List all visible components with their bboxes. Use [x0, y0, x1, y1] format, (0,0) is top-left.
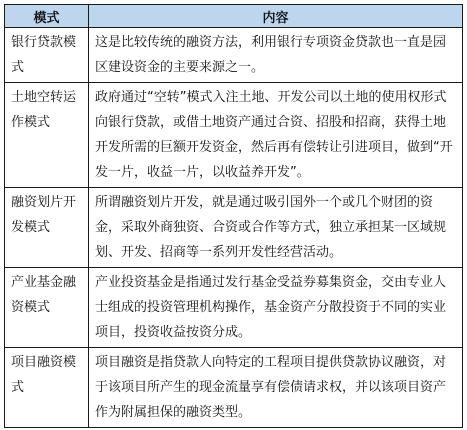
mode-cell: 银行贷款模式	[5, 28, 89, 83]
content-cell: 产业投资基金是指通过发行基金受益券募集资金，交由专业人士组成的投资管理机构操作，基金资产分散投资于不同的实业项目，投资收益按资分成。	[89, 268, 463, 348]
financing-mode-table	[4, 4, 463, 428]
table-header-row	[5, 5, 463, 28]
financing-mode-table-container	[4, 4, 462, 428]
content-cell: 所谓融资划片开发，就是通过吸引国外一个或几个财团的资金，采取外商独资、合资或合作等方式，独立承担某一区域规划、开发、招商等一系列开发性经营活动。	[89, 188, 463, 268]
mode-cell: 产业基金融资模式	[5, 268, 89, 348]
table-row	[5, 268, 463, 348]
header-content: 内容	[89, 5, 463, 28]
mode-cell: 土地空转运作模式	[5, 83, 89, 188]
content-cell: 政府通过“空转”模式入注土地、开发公司以土地的使用权形式向银行贷款，或借土地资产通过合资、招股和招商，获得土地开发所需的巨额开发资金，然后再有偿转让引进项目，做到“开发一片，收益一片，以收益养开发”。	[89, 83, 463, 188]
table-row	[5, 348, 463, 428]
mode-cell: 项目融资模式	[5, 348, 89, 428]
content-cell: 这是比较传统的融资方法，利用银行专项资金贷款也一直是园区建设资金的主要来源之一。	[89, 28, 463, 83]
table-row	[5, 83, 463, 188]
table-row	[5, 28, 463, 83]
table-row	[5, 188, 463, 268]
mode-cell: 融资划片开发模式	[5, 188, 89, 268]
header-mode: 模式	[5, 5, 89, 28]
content-cell: 项目融资是指贷款人向特定的工程项目提供贷款协议融资，对于该项目所产生的现金流量享有偿债请求权，并以该项目资产作为附属担保的融资类型。	[89, 348, 463, 428]
